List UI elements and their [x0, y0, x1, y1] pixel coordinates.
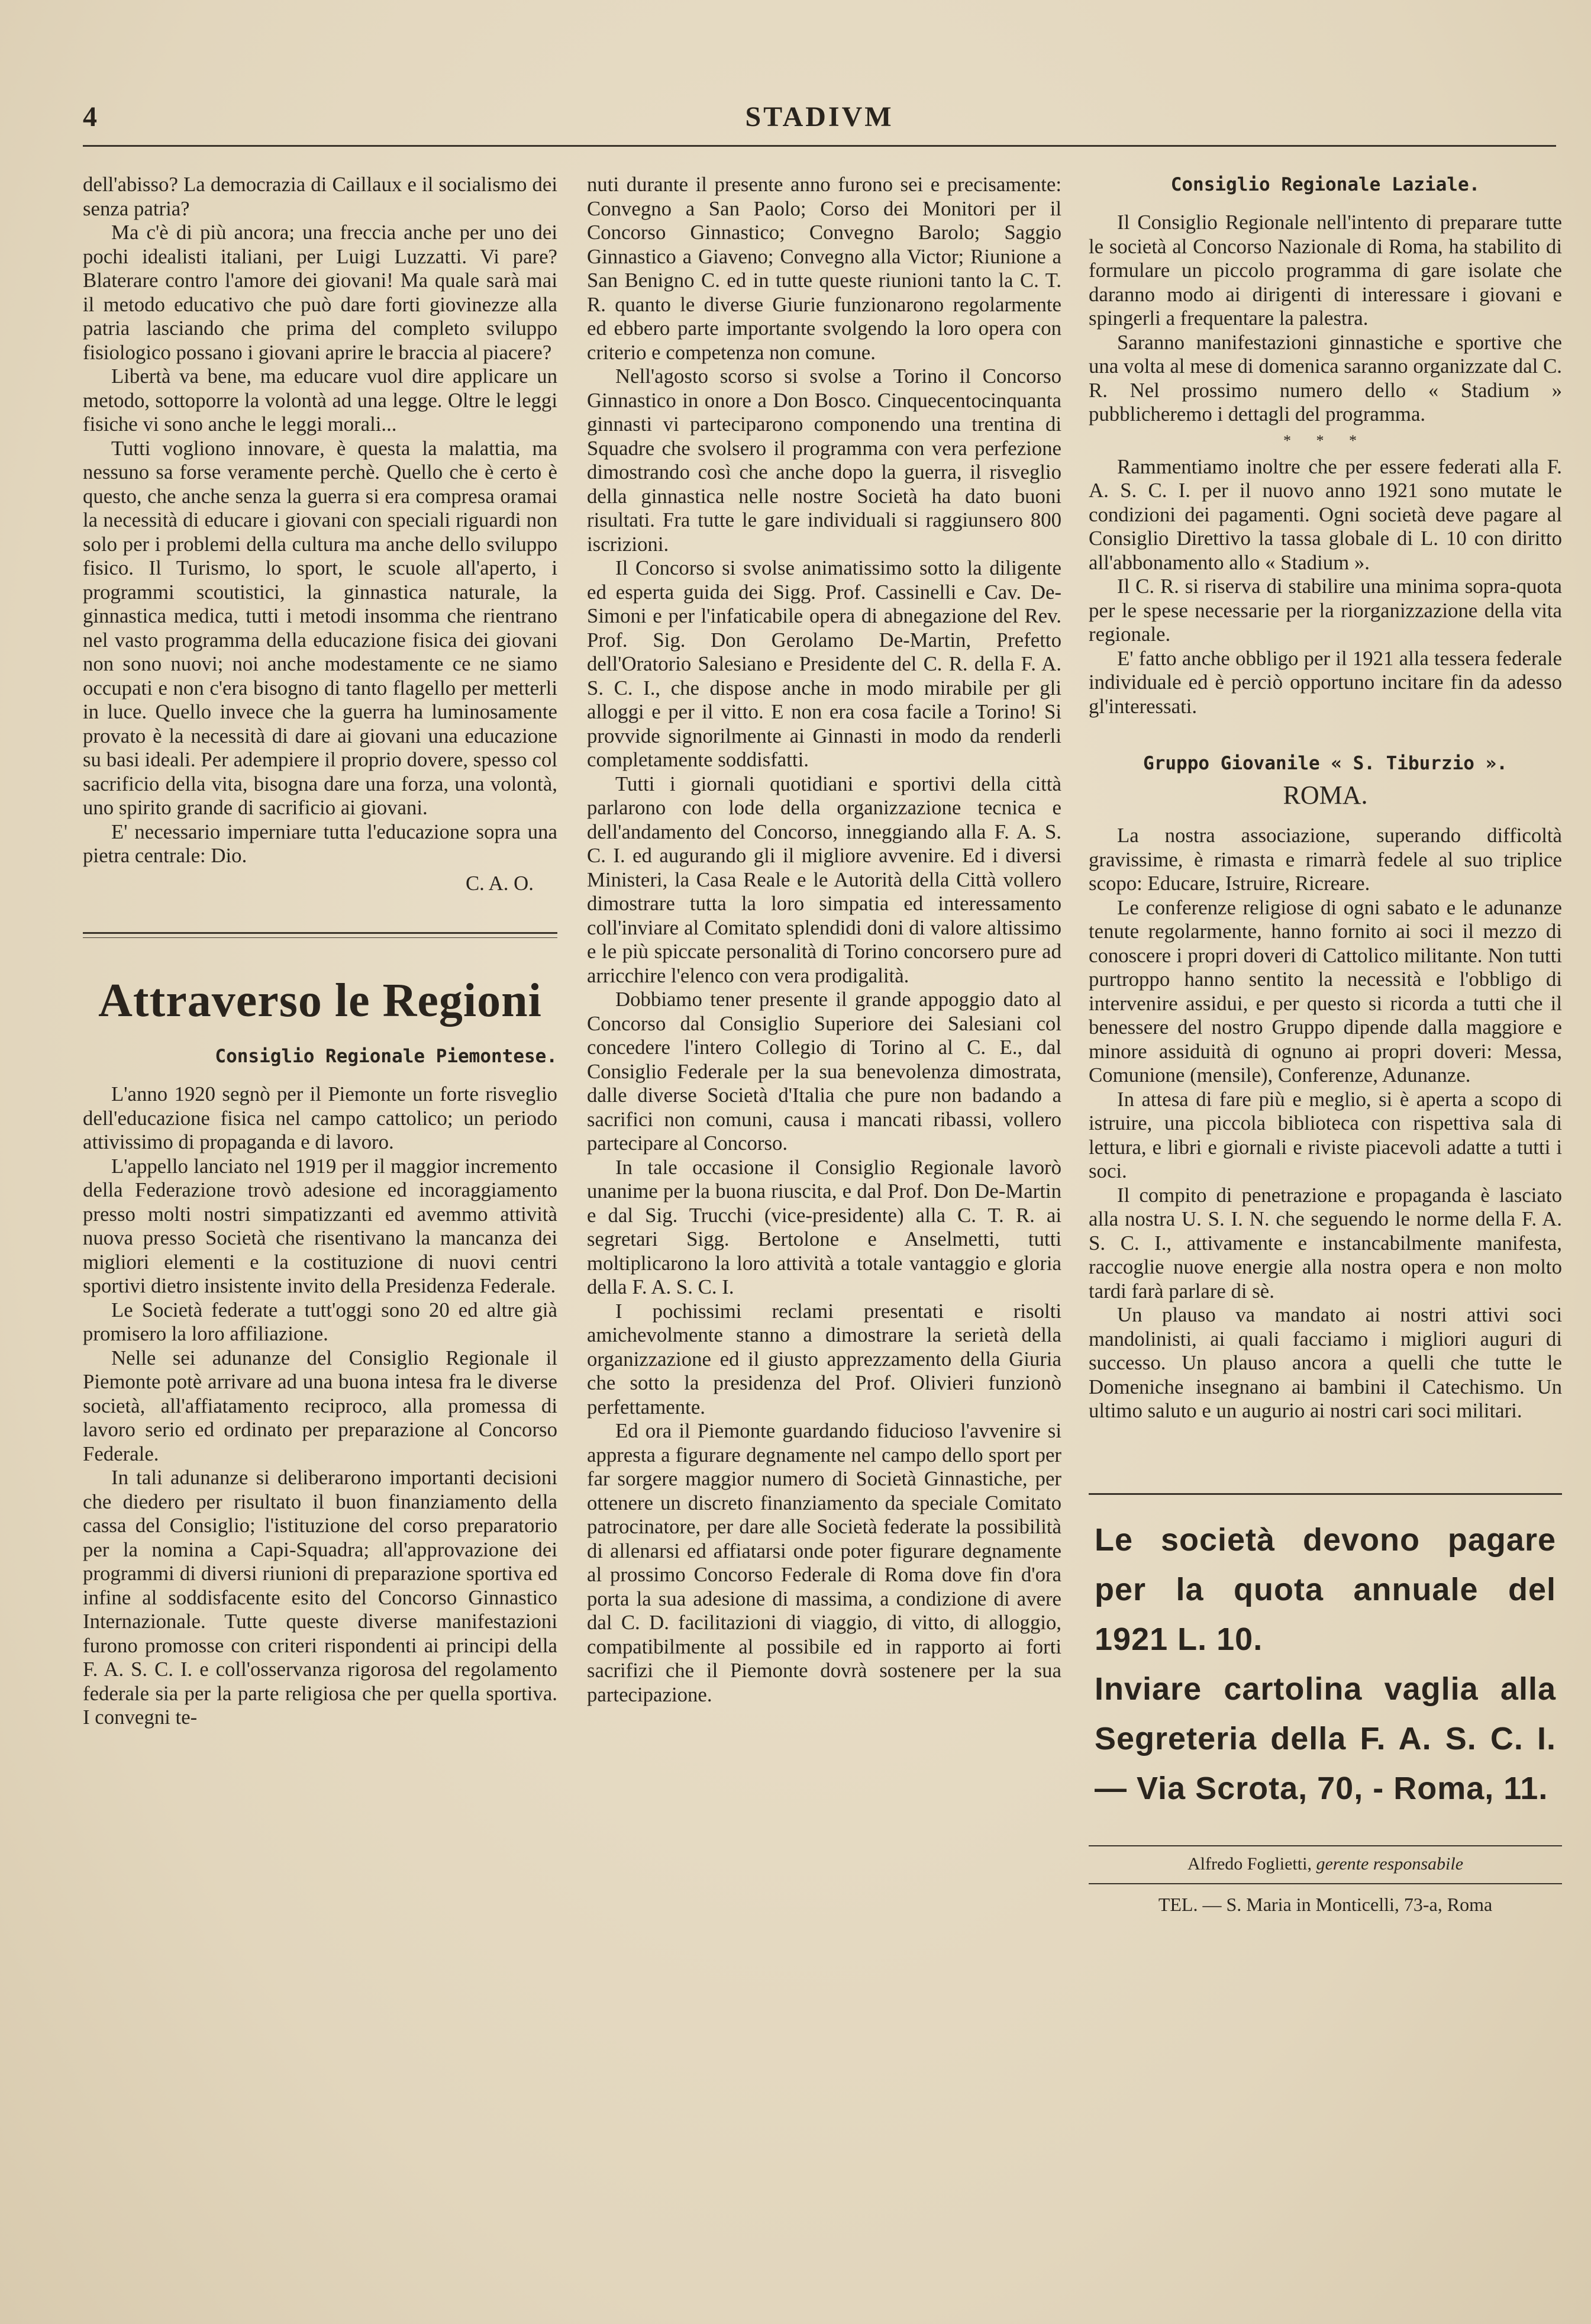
telephone-line: TEL. — S. Maria in Monticelli, 73-a, Roma	[1089, 1883, 1562, 1916]
page-header	[83, 101, 1556, 142]
credit-name: Alfredo Foglietti,	[1187, 1854, 1312, 1874]
header-rule	[83, 145, 1556, 147]
article-paragraph: Nelle sei adunanze del Consiglio Regionale il Piemonte potè arrivare ad una buona intesa fra le diverse società, all'affiatamento reciproco, alla promessa di lavoro serio ed ordinato per preparazione al Concorso Federale.	[83, 1346, 557, 1465]
article-paragraph: Nell'agosto scorso si svolse a Torino il Concorso Ginnastico in onore a Don Bosco. Cinquecentocinquanta ginnasti vi parteciparono componendo una trentina di Squadre che svolsero il programma con vera perfezione dimostrando così che anche dopo la guerra, il risveglio della ginnastica nelle nostre Società ha dato buoni risultati. Fra tutte le gare individuali si raggiunsero 800 iscrizioni.	[587, 365, 1061, 556]
notice-line-1: Le società devono pagare per la quota annuale del 1921 L. 10.	[1095, 1522, 1556, 1657]
article-paragraph: Il Concorso si svolse animatissimo sotto la diligente ed esperta guida dei Sigg. Prof. Cassinelli e Cav. De-Simoni e per l'infaticabile opera di abnegazione del Rev. Prof. Sig. Don Gerolamo De-Martin, Prefetto dell'Oratorio Salesiano e Presidente del C. R. della F. A. S. C. I., che dispose anche in modo mirabile per gli alloggi e per il vitto. E non era cosa facile a Torino! Si provvide signorilmente ai Ginnasti in modo da renderli completamente soddisfatti.	[587, 556, 1061, 771]
notice-line-2: Inviare cartolina vaglia alla Segreteria della F. A. S. C. I. — Via Scrota, 70, - Roma, 11.	[1095, 1671, 1556, 1806]
section-divider	[83, 932, 557, 938]
article-paragraph: Le conferenze religiose di ogni sabato e le adunanze tenute regolarmente, hanno fornito ai soci il mezzo di conoscere i propri doveri di Cattolico militante. Non tutti purtroppo hanno sentito la necessità e l'obbligo di intervenire assidui, e per questo si ricorda a tutti che il benessere del nostro Gruppo dipende dalla maggiore e minore assiduità di ognuno ai propri doveri: Messa, Comunione (mensile), Conferenze, Adunanze.	[1089, 895, 1562, 1087]
article-signature: C. A. O.	[465, 871, 534, 895]
article-paragraph: In tali adunanze si deliberarono importanti decisioni che diedero per risultato il buon finanziamento della cassa del Consiglio; l'istituzione del corso preparatorio per la nomina a Capi-Squadra; all'approvazione dei programmi di diversi riunioni di preparazione sportiva ed infine al soddisfacente esito del Concorso Ginnastico Internazionale. Tutte queste diverse manifestazioni furono promosse con criteri rispondenti ai principi della F. A. S. C. I. e coll'osservanza rigorosa del regolamento federale sia per la parte religiosa che per quella sportiva. I convegni te-	[83, 1466, 557, 1729]
article-paragraph: Le Società federate a tutt'oggi sono 20 ed altre già promisero la loro affiliazione.	[83, 1298, 557, 1345]
article-paragraph: nuti durante il presente anno furono sei e precisamente: Convegno a San Paolo; Corso dei Monitori per il Concorso Ginnastico; Convegno Barolo; Saggio Ginnastico a Giaveno; Convegno alla Victor; Riunione a San Benigno C. ed in tutte queste riunioni tanto la C. T. R. quanto le diverse Giurie funzionarono regolarmente ed ebbero parte importante svolgendo la loro opera con criterio e competenza non comune.	[587, 173, 1061, 364]
article-paragraph: I pochissimi reclami presentati e risolti amichevolmente stanno a dimostrare la serietà della organizzazione ed il giusto apprezzamento della Giuria che sotto la presidenza del Prof. Olivieri funzionò perfettamente.	[587, 1299, 1061, 1419]
payment-notice	[1089, 1493, 1562, 1825]
article-paragraph: dell'abisso? La democrazia di Caillaux e il socialismo dei senza patria?	[83, 173, 557, 220]
credit-role: gerente responsabile	[1316, 1854, 1464, 1874]
article-paragraph: Il compito di penetrazione e propaganda è lasciato alla nostra U. S. I. N. che seguendo le norme della F. A. S. C. I., attivamente e instancabilmente manifesta, raccoglie nuove energie alla nostra opera e non molto tardi farà parlare di sè.	[1089, 1183, 1562, 1303]
article-paragraph: Libertà va bene, ma educare vuol dire applicare un metodo, sottoporre la volontà ad una legge. Oltre le leggi fisiche vi sono anche le leggi morali...	[83, 365, 557, 436]
article-paragraph: L'anno 1920 segnò per il Piemonte un forte risveglio dell'educazione fisica nel campo cattolico; un periodo attivissimo di propaganda e di lavoro.	[83, 1082, 557, 1153]
article-paragraph: Rammentiamo inoltre che per essere federati alla F. A. S. C. I. per il nuovo anno 1921 sono mutate le condizioni dei pagamenti. Ogni società deve pagare al Consiglio Direttivo la tassa globale di L. 10 con diritto all'abbonamento allo « Stadium ».	[1089, 455, 1562, 574]
article-paragraph: In tale occasione il Consiglio Regionale lavorò unanime per la buona riuscita, e dal Prof. Don De-Martin e dal Sig. Trucchi (vice-presidente) alla C. T. R. ai segretari Sigg. Bertolone e Anselmetti, tutti moltiplicarono la loro attività a totale vantaggio e gloria della F. A. S. C. I.	[587, 1155, 1061, 1298]
article-paragraph: Ma c'è di più ancora; una freccia anche per uno dei pochi idealisti italiani, per Luigi Luzzatti. Vi pare? Blaterare contro l'amore dei giovani! Ma quale sarà mai il metodo educativo che può dare forti giovinezze alla patria lasciando che prima del completo sviluppo fisiologico possano i giovani aprire le braccia al piacere?	[83, 221, 557, 364]
article-paragraph: In attesa di fare più e meglio, si è aperta a scopo di istruire, una piccola biblioteca con rispettiva sala di lettura, e libri e giornali e riviste piacevoli adatte a tutti i soci.	[1089, 1087, 1562, 1182]
piemonte-heading: Consiglio Regionale Piemontese.	[215, 1046, 557, 1067]
page-number: 4	[83, 101, 97, 133]
masthead-title: STADIVM	[745, 101, 894, 133]
section-stars: * * *	[1283, 431, 1367, 449]
column-3	[1089, 173, 1562, 1916]
column-1	[83, 173, 557, 1730]
publisher-credit	[1089, 1845, 1562, 1877]
article-paragraph: Tutti vogliono innovare, è questa la malattia, ma nessuno sa forse veramente perchè. Quello che è certo è questo, che anche senza la guerra si era compresa oramai la necessità di educare i giovani con speciali riguardi non solo per i problemi della cultura ma anche dello sviluppo fisico. Il Turismo, lo sport, le scuole all'aperto, i programmi scoutistici, la ginnastica naturale, la ginnastica medica, tutti i metodi insomma che rientrano nel vasto programma della educazione fisica dei giovani non sono nuovi; noi anche modestamente ce ne siamo occupati e non c'era bisogno di tanto flagello per metterli in luce. Quello invece che la guerra ha luminosamente provato è la necessità di dare ai giovani una educazione su basi ideali. Per adempiere il proprio dovere, spesso col sacrificio della vita, bisogna dare una forza, una volontà, uno spirito grande di sacrificio ai giovani.	[83, 436, 557, 819]
article-paragraph: Il C. R. si riserva di stabilire una minima sopra-quota per le spese necessarie per la riorganizzazione della vita regionale.	[1089, 575, 1562, 646]
article-paragraph: Ed ora il Piemonte guardando fiducioso l'avvenire si appresta a figurare degnamente nel campo dello sport per far sorgere maggior numero di Società Ginnastiche, per ottenere un discreto finanziamento da speciale Comitato patrocinatore, per dare alle Società federate la possibilità di allenarsi ed affiatarsi onde poter figurare degnamente al prossimo Concorso Federale di Roma dove fin d'ora porta la sua adesione di massima, a condizione di avere dal C. D. facilitazioni di viaggio, di vitto, di alloggio, compatibilmente al possibile ed in rapporto ai forti sacrifizi che il Piemonte dovrà sostenere per la sua partecipazione.	[587, 1419, 1061, 1706]
article-paragraph: La nostra associazione, superando difficoltà gravissime, è rimasta e rimarrà fedele al suo triplice scopo: Educare, Istruire, Ricreare.	[1089, 824, 1562, 895]
section-title: Attraverso le Regioni	[98, 975, 542, 1027]
article-paragraph: Dobbiamo tener presente il grande appoggio dato al Concorso dal Consiglio Superiore dei Salesiani col concedere l'intero Collegio di Torino al C. E., dal Consiglio Federale per la sua benevolenza dimostrata, dalle diverse Società d'Italia che pure non badando a sacrifici non comuni, causa i mancati ribassi, vollero partecipare al Concorso.	[587, 988, 1061, 1155]
article-paragraph: Il Consiglio Regionale nell'intento di preparare tutte le società al Concorso Nazionale di Roma, ha stabilito di formulare un piccolo programma di gare isolate che daranno modo ai dirigenti di interessare i giovani e spingerli a frequentare la palestra.	[1089, 211, 1562, 330]
article-paragraph: L'appello lanciato nel 1919 per il maggior incremento della Federazione trovò adesione ed incoraggiamento presso molti nostri simpatizzanti ed avemmo attività nuova presso Società che risentivano la mancanza dei migliori elementi e la costituzione di nuovi centri sportivi dietro insistente invito della Presidenza Federale.	[83, 1154, 557, 1297]
gruppo-heading: Gruppo Giovanile « S. Tiburzio ».	[1143, 753, 1508, 774]
article-paragraph: E' necessario imperniare tutta l'educazione sopra una pietra centrale: Dio.	[83, 820, 557, 867]
laziale-heading: Consiglio Regionale Laziale.	[1170, 174, 1480, 195]
article-paragraph: Un plauso va mandato ai nostri attivi soci mandolinisti, ai quali facciamo i migliori auguri di successo. Un plauso ancora a quelli che tutte le Domeniche insegnano ai bambini il Catechismo. Un ultimo saluto e un augurio ai nostri cari soci militari.	[1089, 1303, 1562, 1422]
article-paragraph: E' fatto anche obbligo per il 1921 alla tessera federale individuale ed è perciò opportuno incitare fin da adesso gl'interessati.	[1089, 646, 1562, 718]
article-paragraph: Saranno manifestazioni ginnastiche e sportive che una volta al mese di domenica saranno organizzate dal C. R. Nel prossimo numero dello « Stadium » pubblicheremo i dettagli del programma.	[1089, 330, 1562, 426]
gruppo-city: ROMA.	[1283, 781, 1368, 810]
column-2	[587, 173, 1061, 1707]
article-paragraph: Tutti i giornali quotidiani e sportivi della città parlarono con lode della organizzazione tecnica e dell'andamento del Concorso, inneggiando alla F. A. S. C. I. ed augurando gli il migliore avvenire. Ed i diversi Ministeri, la Casa Reale e le Autorità della Città vollero dimostrare tutta la loro simpatia ed interessamento coll'inviare al Comitato splendidi doni di valore altissimo e le più spiccate personalità di Torino concorsero pure ad arricchire l'elenco con vera prodigalità.	[587, 772, 1061, 987]
